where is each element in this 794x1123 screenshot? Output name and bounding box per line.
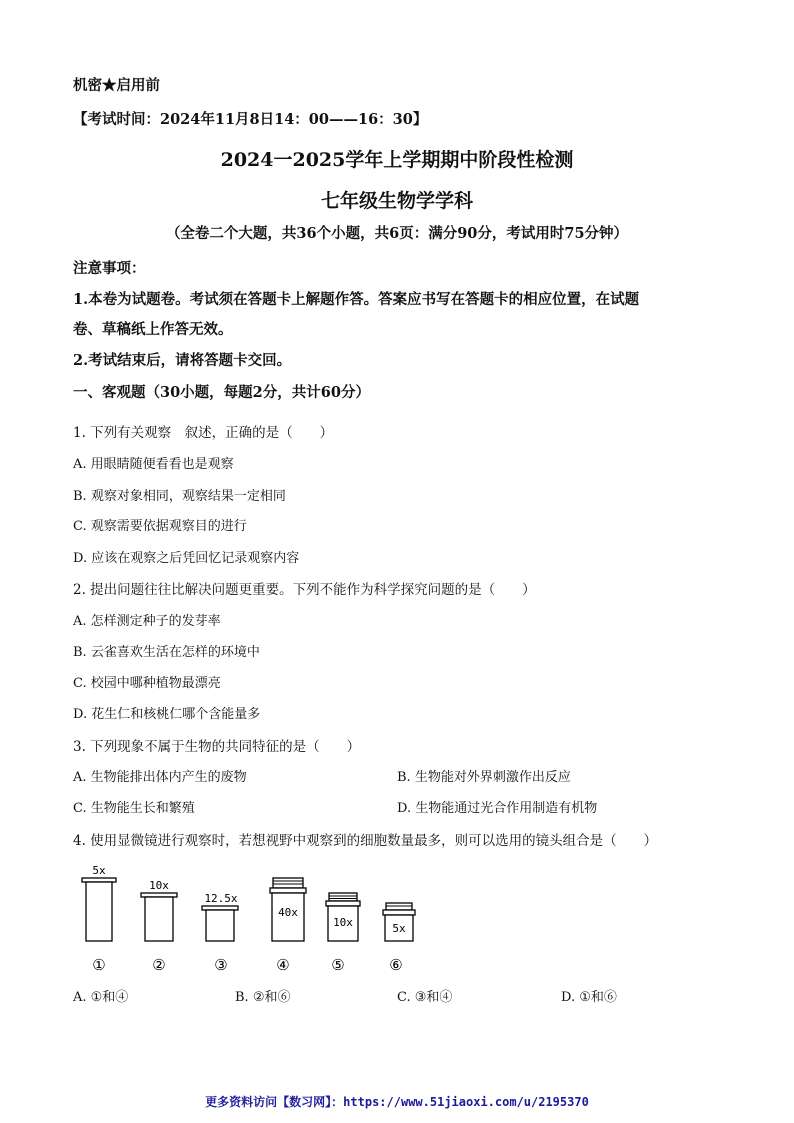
question-3-option-d: D. 生物能通过光合作用制造有机物 (397, 801, 598, 816)
question-2-option-a: A. 怎样测定种子的发芽率 (73, 614, 221, 629)
footer-link[interactable]: 更多资料访问【数习网】：https://www.51jiaoxi.com/u/2195370 (205, 1095, 589, 1109)
lens-2-number: ② (152, 956, 166, 974)
question-1-option-d: D. 应该在观察之后凭回忆记录观察内容 (73, 551, 300, 566)
section-heading: 一、客观题（30小题，每题2分，共计60分） (73, 384, 370, 401)
question-1-option-b: B. 观察对象相同，观察结果一定相同 (73, 489, 286, 504)
lens-1-number: ① (92, 956, 106, 974)
lens-3-eyepiece-drawing (202, 906, 238, 941)
question-3-option-c: C. 生物能生长和繁殖 (73, 801, 195, 816)
lens-diagram (70, 858, 430, 976)
lens-5-number: ⑤ (331, 956, 345, 974)
notes-item-1a: 1.本卷为试题卷。考试须在答题卡上解题作答。答案应书写在答题卡的相应位置，在试题 (73, 291, 640, 308)
question-4-option-c: C. ③和④ (397, 990, 453, 1005)
question-2-option-c: C. 校园中哪种植物最漂亮 (73, 676, 221, 691)
lens-6-number: ⑥ (389, 956, 403, 974)
confidential-label: 机密★启用前 (73, 77, 160, 94)
exam-title: 2024一2025学年上学期期中阶段性检测 (220, 149, 574, 171)
exam-info: （全卷二个大题，共36个小题，共6页：满分90分，考试用时75分钟） (165, 225, 629, 242)
question-3-option-b: B. 生物能对外界刺激作出反应 (397, 770, 571, 785)
question-3-stem: 3. 下列现象不属于生物的共同特征的是（ ） (73, 739, 361, 755)
notes-item-1b: 卷、草稿纸上作答无效。 (73, 321, 233, 338)
question-1-option-c: C. 观察需要依据观察目的进行 (73, 519, 247, 534)
lens-2-eyepiece-drawing (141, 893, 177, 941)
lens-3-label: 12.5x (204, 892, 238, 905)
question-2-option-d: D. 花生仁和核桃仁哪个含能量多 (73, 707, 261, 722)
lens-1-label: 5x (92, 864, 106, 877)
notes-item-2: 2.考试结束后，请将答题卡交回。 (73, 352, 292, 369)
lens-3-number: ③ (214, 956, 228, 974)
question-4-option-a: A. ①和④ (73, 990, 129, 1005)
question-2-option-b: B. 云雀喜欢生活在怎样的环境中 (73, 645, 260, 660)
question-3-option-a: A. 生物能排出体内产生的废物 (73, 770, 247, 785)
question-1-stem: 1. 下列有关观察 叙述，正确的是（ ） (73, 425, 334, 441)
question-4-option-b: B. ②和⑥ (235, 990, 291, 1005)
lens-6-label: 5x (392, 922, 406, 935)
lens-5-label: 10x (333, 916, 353, 929)
lens-1-eyepiece-drawing (82, 878, 116, 941)
lens-4-label: 40x (278, 906, 298, 919)
exam-subject: 七年级生物学学科 (320, 190, 473, 212)
question-1-option-a: A. 用眼睛随便看看也是观察 (73, 457, 234, 472)
question-2-stem: 2. 提出问题往往比解决问题更重要。下列不能作为科学探究问题的是（ ） (73, 582, 536, 598)
lens-figure (70, 858, 430, 976)
lens-4-number: ④ (276, 956, 290, 974)
question-4-option-d: D. ①和⑥ (561, 990, 617, 1005)
question-4-stem: 4. 使用显微镜进行观察时，若想视野中观察到的细胞数量最多，则可以选用的镜头组合是（ ） (73, 833, 658, 849)
lens-2-label: 10x (149, 879, 169, 892)
exam-time: 【考试时间：2024年11月8日14：00——16：30】 (73, 111, 428, 128)
notes-heading: 注意事项： (73, 260, 146, 277)
